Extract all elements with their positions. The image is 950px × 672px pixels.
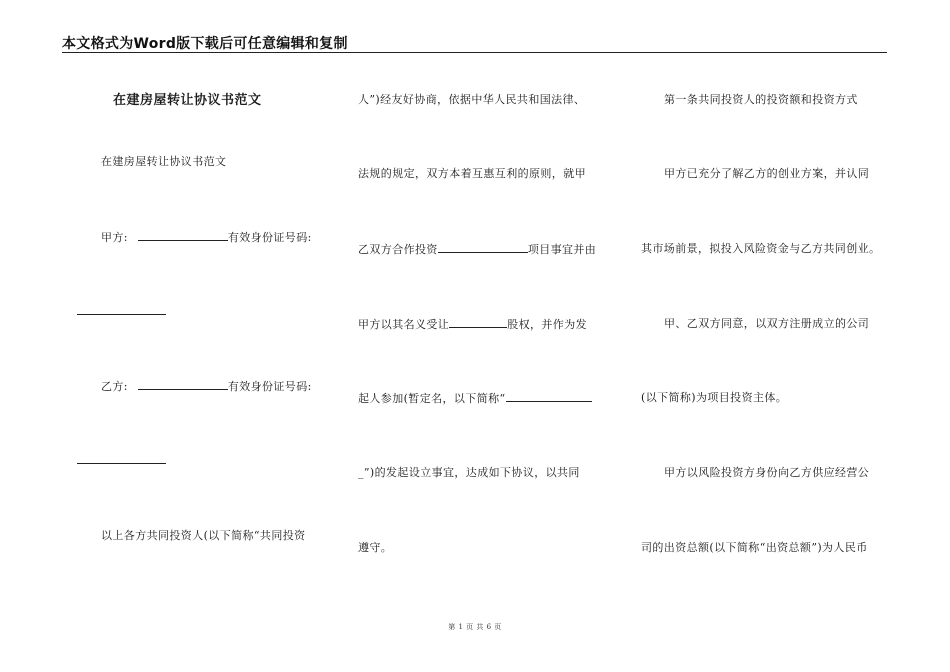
body-line [358,317,587,332]
party-a-label: 甲方: [101,231,128,244]
body-line: 甲、乙双方同意，以双方注册成立的公司 [664,317,870,330]
party-a-name-blank [138,230,228,241]
party-b-label: 乙方: [101,380,128,393]
co-investor-line: 以上各方共同投资人(以下简称“共同投资 [101,529,306,542]
body-line: 其市场前景，拟投入风险资金与乙方共同创业。 [641,242,881,255]
party-a-line [101,230,312,245]
subtitle-line: 在建房屋转让协议书范文 [101,155,227,168]
party-b-line [101,379,312,394]
equity-blank [449,317,507,328]
body-line: 人”)经友好协商，依据中华人民共和国法律、 [358,93,586,106]
body-line [358,242,596,257]
article-heading: 第一条共同投资人的投资额和投资方式 [664,93,858,106]
party-b-id-label: 有效身份证号码: [227,380,312,393]
party-a-id-label: 有效身份证号码: [227,231,312,244]
party-b-id-blank [77,463,166,464]
body-line: 遵守。 [358,541,393,554]
body-line: _”)的发起设立事宜，达成如下协议，以共同 [358,466,580,479]
body-line: (以下简称)为项目投资主体。 [641,391,788,404]
document-header: 本文格式为Word版下载后可任意编辑和复制 [62,36,348,52]
body-line: 司的出资总额(以下简称“出资总额”)为人民币 [641,541,868,554]
body-line [358,391,592,406]
document-title: 在建房屋转让协议书范文 [113,93,262,108]
page-number: 第 1 页 共 6 页 [448,623,502,631]
body-line: 甲方以风险投资方身份向乙方供应经营公 [664,466,870,479]
body-text: 甲方以其名义受让 [358,318,450,331]
project-blank [438,242,528,253]
body-text: 股权，并作为发 [507,318,588,331]
party-b-name-blank [138,379,228,390]
body-text: 项目事宜并由 [527,243,597,256]
body-text: 起人参加(暂定名，以下简称“ [358,392,506,405]
body-line: 法规的规定，双方本着互惠互利的原则，就甲 [358,167,586,180]
short-name-blank [506,391,592,402]
body-line: 甲方已充分了解乙方的创业方案，并认同 [664,167,870,180]
body-text: 乙双方合作投资 [358,243,438,256]
party-a-id-blank [77,314,166,315]
header-divider [62,52,887,53]
